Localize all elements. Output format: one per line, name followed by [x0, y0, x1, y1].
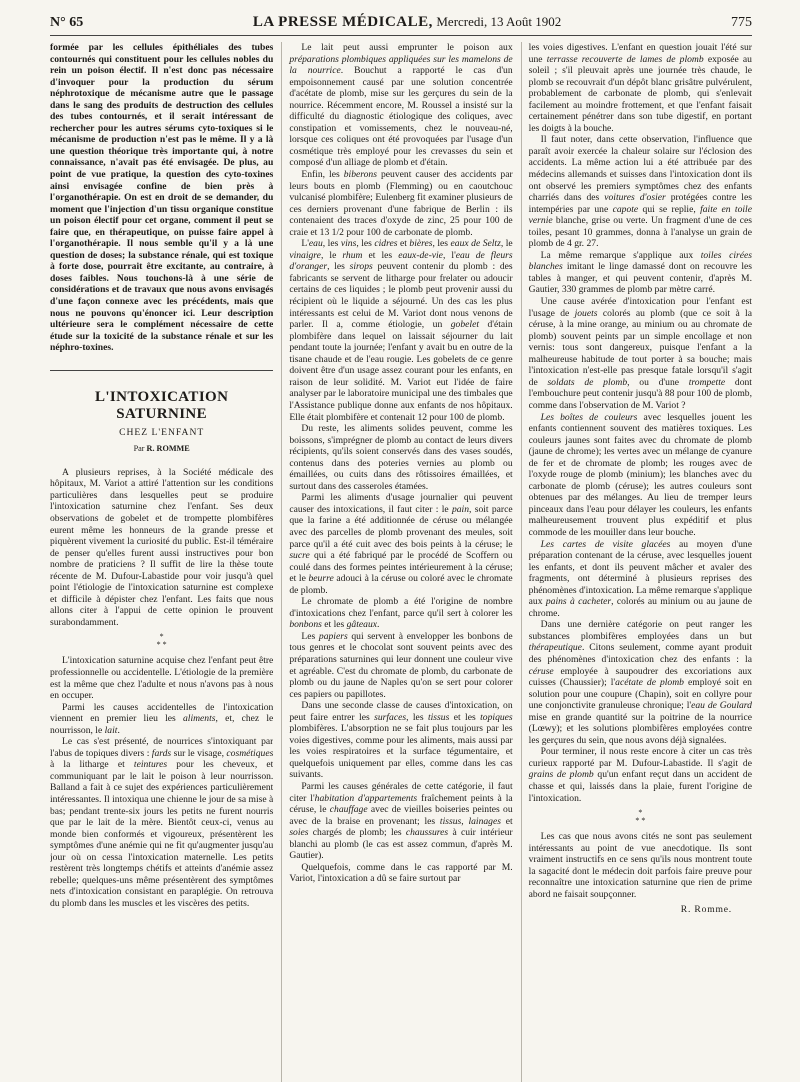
- text-run: mise en grande quantité sur la poitrine de la nourrice (Lœwy); et les solutions plombifères employées contre les gerçures du sein, que nous avons déjà signalées.: [528, 711, 752, 746]
- emphasis: teintures: [133, 759, 168, 771]
- emphasis: fards: [151, 747, 172, 759]
- text-run: plombifères. L'absorption ne se fait plus toujours par les voies digestives, comme pour les aliments, mais aussi par les voies respiratoires et la surface tégumentaire, et quelquefois uniquement par elles, comme dans les cas suivants.: [289, 723, 513, 781]
- signature: R. Romme.: [680, 904, 732, 916]
- emphasis: cidres: [374, 238, 398, 250]
- text-run: d'étain plombifère dans lequel on laissait séjourner du lait pendant toute la journée; l'enfant y avait bu en outre de la tisane chaude et de l'eau rougie. Les gobelets de ce genre doivent être d'un usage assez courant pour les enfants, en raison de leur solidité. M. Variot eut l'idée de faire analyser par le laboratoire municipal une des timbales que l'Assistance publique donne aux enfants de nos hôpitaux. Elle était plombifère et contenait 12 pour 100 de plomb.: [289, 319, 513, 423]
- emphasis: papiers: [318, 630, 348, 642]
- article-subtitle: CHEZ L'ENFANT: [119, 426, 205, 438]
- emphasis: Les cartes de visite glacées: [540, 538, 671, 550]
- paragraph: [529, 412, 752, 539]
- text-run: , les: [322, 238, 341, 250]
- text-run: sur le visage,: [171, 747, 227, 759]
- paragraph: [529, 42, 752, 134]
- emphasis: toiles cirées blanches: [528, 249, 752, 273]
- byline-prefix: Par: [133, 443, 145, 453]
- emphasis: soldats de plomb: [547, 376, 628, 388]
- emphasis: grains de plomb: [528, 769, 594, 781]
- paragraph: Quelquefois, comme dans le cas rapporté par M. Variot, l'intoxication a dû se faire surtout par: [289, 861, 513, 885]
- emphasis: pains à cacheter: [545, 596, 612, 608]
- emphasis: chaussures: [405, 827, 449, 839]
- emphasis: eau de Goulard: [691, 700, 752, 712]
- text-run: et les: [362, 249, 399, 261]
- emphasis: cosmétiques: [226, 747, 274, 759]
- emphasis: beurre: [308, 573, 334, 585]
- emphasis: céruse: [528, 665, 554, 677]
- text-run: qui se replie,: [638, 203, 701, 215]
- emphasis: rhum: [342, 249, 363, 261]
- paragraph: [289, 596, 512, 631]
- column-2: [281, 42, 512, 1082]
- text-run: .: [117, 724, 120, 736]
- paragraph: formée par les cellules épithéliales des tubes contournés qui constituent pour les cellules nobles du rein un poison électif. Il n'est donc pas nécessaire d'invoquer pour la production du sérum néphrotoxique de mécanisme autre que le passage dans le sang des produits de destruction des cellules des tubes contournés, et il serait intéressant de rechercher pour les autres sérums cyto-toxiques si le mécanisme de production n'est pas le même. Il y a là une question théorique très importante qui, à notre connaissance, n'avait pas été envisagée. De plus, au point de vue pratique, la question des cyto-toxines ainsi envisagée confine de bien près à l'organothérapie. On est en droit de se demander, du moment que l'injection d'un tissu organique constitue un poison électif pour cet organe, comment il peut se faire que, en thérapeutique, on puisse faire appel à l'organothérapie. Il nous semble qu'il y a là une question de doses; la substance rénale, qui est toxique à forte dose, pourrait être excitante, au contraire, à doses faibles. Nous touchons-là à une série de considérations et de travaux que nous avons envisagés d'une façon connexe avec les précédents, mais que nous ne pouvons qu'énoncer ici. Leur description ultérieure sera le complément nécessaire de cette étude sur la toxicité de la substance rénale et sur les néphro-toxines.: [50, 42, 274, 354]
- emphasis: thérapeutique: [528, 642, 582, 654]
- emphasis: terrasse recouverte de lames de plomb: [546, 53, 704, 65]
- text-run: , colorés au minium ou au jaune de chrome.: [528, 596, 752, 619]
- text-run: , les: [432, 238, 451, 250]
- emphasis: habitation d'appartements: [314, 792, 418, 804]
- paragraph: [50, 702, 273, 737]
- text-run: et les: [449, 711, 481, 723]
- paragraph: A plusieurs reprises, à la Société médicale des hôpitaux, M. Variot a attiré l'attention sur les conditions particulières dans lesquelles peut se produire l'intoxication saturnine chez l'enfant. Ses deux observations de gobelet et de trompette plombifères eurent même les honneurs de la grande presse et piquèrent vivement la curiosité du public. Est-il téméraire de penser qu'elles furent aussi instructives pour bon nombre de praticiens ? Il suffit de lire la thèse toute récente de M. Dufour-Labastide pour voir jusqu'à quel point l'étiologie de l'intoxication saturnine est complexe et difficile à dépister chez l'enfant. Les faits que nous allons citer à l'appui de cette opinion le prouvent surabondamment.: [50, 466, 274, 628]
- byline: [50, 444, 273, 453]
- text-run: qui servent à envelopper les bonbons de tous genres et le chocolat sont souvent peints avec des préparations saturnines qui leur donnent une couleur vive et agréable. C'est du chromate de plomb, du carbonate de plomb ou du jaune de Naples qu'on se sert pour colorer ces papiers ou papillotes.: [289, 630, 513, 700]
- emphasis: tissus: [439, 815, 462, 827]
- emphasis: topiques: [480, 711, 513, 723]
- text-run: Il faut noter, dans cette observation, l'influence que paraît avoir exercée la chaleur solaire sur l'éclosion des accidents. La même action lui a été attribuée par des médecins allemands et suisses dans l'intoxication dont ils ont observé les premiers symptômes chez des enfants charriés dans des: [528, 134, 752, 204]
- paragraph: [289, 781, 512, 862]
- issue-date: Mercredi, 13 Août 1902: [436, 14, 562, 29]
- text-run: Le lait peut aussi emprunter le poison aux: [301, 42, 513, 53]
- emphasis: sucre: [289, 550, 310, 562]
- paragraph: [289, 492, 512, 596]
- text-run: à la litharge et: [50, 759, 134, 771]
- emphasis: bières: [409, 238, 433, 250]
- article-title: L'INTOXICATION SATURNINE: [50, 370, 273, 423]
- text-run: chargés de plomb; les: [308, 827, 406, 839]
- text-run: .: [377, 619, 380, 631]
- text-run: Enfin, les: [301, 169, 344, 181]
- text-run: , le: [320, 249, 343, 261]
- text-run: dont l'embouchure peut contenir jusqu'à 88 pour 100 de plomb, comme dans l'observation de M. Variot ?: [528, 376, 752, 411]
- text-run: imitant le linge damassé dont on recouvre les tables à manger, et qui peuvent contenir, d'après M. Gautier, 330 grammes de plomb par mètre carré.: [528, 261, 752, 296]
- emphasis: Les boîtes de couleurs: [540, 411, 638, 423]
- paragraph: [289, 238, 512, 423]
- text-run: les voies digestives. L'enfant en question jouait l'été sur une: [528, 42, 752, 65]
- paragraph: [289, 700, 512, 781]
- text-run: qui a été fabriqué par le procédé de Scoffern ou coulé dans des formes peintes intérieurement à la céruse; et le: [289, 550, 513, 585]
- emphasis: capote: [612, 203, 639, 215]
- page-number: 775: [730, 15, 752, 30]
- emphasis: chauffage: [329, 804, 368, 816]
- paragraph: L'intoxication saturnine acquise chez l'enfant peut être professionnelle ou accidentelle. L'étiologie de la première est la même que chez l'adulte et nous n'avons pas à nous en occuper.: [50, 655, 274, 702]
- emphasis: gâteaux: [346, 619, 377, 631]
- section-separator: * * *: [635, 808, 646, 826]
- text-run: fraîchement peints à la céruse, le: [289, 792, 513, 816]
- paragraph: [529, 250, 752, 296]
- text-columns: [50, 42, 752, 1082]
- text-run: , les: [406, 711, 428, 723]
- text-run: et: [397, 238, 410, 250]
- text-run: peuvent causer des accidents par leurs bouts en plomb (Flemming) ou en caoutchouc vulcanisé plombifère; Eulenberg fit examiner plusieurs de ces derniers provenant d'une fabrique de Berlin : ils contenaient des traces d'oxyde de zinc, 25 pour 100 de craie et 13 1/2 pour 100 de carbonate de plomb.: [289, 169, 513, 238]
- emphasis: trompette: [688, 376, 726, 388]
- paragraph: [529, 746, 752, 804]
- emphasis: lait: [104, 724, 118, 736]
- text-run: colorés au plomb (que ce soit à la céruse, à la mine orange, au minium ou au chromate de plomb) souvent peints par un simple encollage et non vernis: tous sont dangereux, puisque l'enfant a la malheureuse habitude de tout porter à sa bouche; mais l'intoxication n'est-elle pas presque fatale lorsqu'il s'agit de: [528, 307, 752, 388]
- page-header: [50, 14, 752, 36]
- text-run: et les: [321, 619, 347, 631]
- emphasis: biberons: [343, 169, 377, 181]
- paragraph: [289, 631, 512, 700]
- emphasis: aliments: [182, 713, 216, 725]
- text-run: au moyen d'une préparation contenant de la céruse, avec lesquelles jouent les enfants, et dont ils peuvent mâcher et avaler des fragments, ont déterminé à plusieurs reprises des phénomènes d'intoxication. La même remarque s'applique aux: [528, 538, 752, 608]
- paragraph: Du reste, les aliments solides peuvent, comme les boissons, s'imprégner de plomb au contact de leurs divers récipients, qu'ils soient conservés dans des vases soudés, contenus dans des poteries vernies au plomb ou émaillées, ou cuits dans des rôtissoires émaillées, et surtout dans des casseroles étamées.: [289, 423, 513, 492]
- emphasis: faite en toile vernie: [528, 203, 752, 227]
- emphasis: tissus: [427, 711, 450, 723]
- author-name: R. ROMME: [146, 443, 190, 453]
- emphasis: lainages: [468, 815, 501, 827]
- text-run: Parmi les aliments d'usage journalier qui peuvent causer des intoxications, il faut citer : le: [289, 492, 513, 515]
- text-run: employée à saupoudrer des excoriations aux cuisses (Chaussier); l': [528, 665, 752, 689]
- text-run: qu'un enfant reçut dans un accident de chasse et qui, laissés dans la plaie, furent l'origine de l'intoxication.: [528, 769, 752, 804]
- emphasis: sirops: [349, 261, 373, 273]
- text-run: avec de vieilles boiseries peintes ou avec de la braise en provenant; les: [289, 804, 513, 827]
- column-3: [521, 42, 752, 1082]
- text-run: exposée au soleil ; s'il pleuvait après une journée très chaude, le plomb se recouvrait d'un dépôt blanc grisâtre pulvérulent, probablement de carbonate de plomb, qui s'enlevait facilement au moindre frottement, et que l'enfant faisait certainement pénétrer dans son tube digestif, en portant les doigts à la bouche.: [528, 53, 752, 134]
- text-run: Le cas s'est présenté, de nourrices s'intoxiquant par l'abus de topiques divers :: [50, 736, 274, 759]
- emphasis: bonbons: [289, 619, 322, 631]
- emphasis: eau: [308, 238, 323, 250]
- text-run: à cuir intérieur blanchi au plomb (le cas est assez commun, d'après M. Gautier).: [289, 827, 513, 862]
- text-run: Les: [301, 630, 319, 642]
- text-run: Pour terminer, il nous reste encore à citer un cas très curieux rapporté par M. Dufour-Labastide. Il s'agit de: [528, 746, 752, 769]
- text-run: , ou d'une: [627, 376, 689, 388]
- text-run: adouci à la céruse ou coloré avec le chromate de plomb.: [289, 573, 513, 596]
- text-run: et: [500, 815, 513, 827]
- paragraph: [50, 736, 273, 909]
- paragraph: [289, 169, 512, 238]
- text-run: , soit parce que la farine a été additionnée de céruse ou mélangée avec des parcelles de plomb provenant des meules, soit parce qu'il a été cuit avec des bois peints à la céruse; le: [289, 503, 513, 550]
- text-run: blanche, grise ou verte. Un fragment d'une de ces toiles, pesant 10 grammes, donna à l'analyse un grain de plomb de 4 gr. 27.: [528, 215, 752, 250]
- text-run: Parmi les causes générales de cette catégorie, il faut citer l': [289, 781, 513, 804]
- emphasis: eaux de Seltz: [450, 238, 501, 250]
- emphasis: préparations plombiques appliquées sur les mamelons de la nourrice: [289, 53, 513, 77]
- emphasis: gobelet: [450, 319, 479, 331]
- journal-title: LA PRESSE MÉDICALE,: [252, 14, 433, 30]
- issue-number: N° 65: [50, 15, 84, 30]
- emphasis: acétate de plomb: [615, 677, 684, 689]
- text-run: Parmi les causes accidentelles de l'intoxication viennent en premier lieu les: [50, 701, 274, 725]
- text-run: ,: [461, 815, 469, 827]
- text-run: , les: [327, 261, 350, 273]
- emphasis: pain: [451, 503, 469, 515]
- text-run: employé soit en solution pour une coupure (Chapin), soit en collyre pour une conjonctivite granuleuse chronique; l': [528, 677, 752, 712]
- text-run: pour les cheveux, et communiquant par le lait le poison à leur nourrisson. Balland a fait à ce sujet des expériences particulièrement intéressantes. Il intoxiqua une chienne le jour de sa mise à bas; pendant trente-six jours les petits ne furent nourris que par le lait de la mère. Bientôt ceux-ci, venus au monde bien conformés et vigoureux, présentèrent les symptômes d'une anémie qui ne fit qu'augmenter jusqu'au jour où on cessa l'intoxication maternelle. Les petits restèrent très longtemps chétifs et atteints d'anémie assez rebelle; quelques-uns même présentèrent des symptômes nets d'intoxication consistant en paraplégie. On retrouva du plomb dans les muscles et les viscères des petits.: [50, 759, 274, 909]
- paragraph: [529, 619, 752, 746]
- paragraph: Les cas que nous avons cités ne sont pas seulement intéressants au point de vue anecdotique. Ils sont vraiment instructifs en ce sens qu'ils nous montrent toute la sagacité dont le médecin doit parfois faire preuve pour reconnaître une intoxication saturnine que rien de prime abord ne faisait soupçonner.: [528, 831, 752, 900]
- emphasis: eaux-de-vie: [398, 249, 443, 261]
- paragraph: [529, 296, 752, 411]
- paragraph: [289, 42, 512, 169]
- text-run: La même remarque s'applique aux: [540, 249, 701, 261]
- text-run: L': [301, 238, 309, 250]
- emphasis: surfaces: [374, 711, 407, 723]
- text-run: Dans une seconde classe de causes d'intoxication, on peut faire entrer les: [289, 700, 513, 723]
- emphasis: soies: [289, 827, 309, 839]
- emphasis: jouets: [574, 307, 598, 319]
- text-run: protégées contre les intempéries par une: [528, 192, 752, 215]
- text-run: . Bouchut a rapporté le cas d'un empoisonnement causé par une solution concentrée d'acétate de plomb, mise sur les gerçures du sein de la nourrice. Récemment encore, M. Roussel a insisté sur la difficulté du diagnostic étiologique des coliques, avec constipation et vomissements, chez le nouveau-né, lorsque ces coliques ont été provoquées par l'usage d'un cosmétique très employé pour les crevasses du sein et composé d'un alliage de plomb et d'étain.: [289, 65, 513, 169]
- text-run: Dans une dernière catégorie on peut ranger les substances plombifères employées dans un but: [528, 619, 752, 642]
- text-run: , les: [356, 238, 375, 250]
- text-run: Une cause avérée d'intoxication pour l'enfant est l'usage de: [528, 296, 752, 319]
- text-run: , le: [500, 238, 513, 250]
- paragraph: [529, 539, 752, 620]
- text-run: , et, chez le nourrisson, le: [50, 713, 274, 736]
- text-run: . Citons seulement, comme ayant produit des phénomènes d'intoxication chez des enfants : la: [528, 642, 752, 665]
- section-separator: * * *: [156, 632, 167, 650]
- emphasis: vins: [340, 238, 357, 250]
- masthead: [253, 14, 561, 31]
- text-run: , l': [442, 249, 456, 261]
- paragraph: [529, 134, 752, 249]
- text-run: peuvent contenir du plomb : des fabricants se servent de litharge pour frelater ou adoucir certains de ces liquides ; le plomb peut provenir aussi du récipient où le liquide a séjourné. Un des cas les plus intéressants est celui de M. Variot dont nous venons de parler. Il a, comme étiologie, un: [289, 261, 513, 331]
- text-run: Le chromate de plomb a été l'origine de nombre d'intoxications chez l'enfant, parce qu'il sert à colorer les: [289, 596, 513, 619]
- text-run: avec lesquelles jouent les enfants contiennent souvent des matières toxiques. Les couleurs jaunes sont faites avec du chromate de plomb (jaune de chrome); les vertes avec un mélange de cyanure de fer et de chromate de plomb; les rouges avec de l'oxyde rouge de plomb (minium); les blanches avec du carbonate de plomb (céruse); les autres couleurs sont obtenues par des mélanges. Au lieu de tremper leurs pinceaux dans l'eau pour délayer les couleurs, les enfants malheureusement trouvent plus expéditif et plus commode de les mouiller dans leur bouche.: [528, 411, 752, 538]
- emphasis: vinaigre: [289, 249, 321, 261]
- emphasis: voitures d'osier: [604, 192, 666, 204]
- column-1: [50, 42, 273, 1082]
- emphasis: eau de fleurs d'oranger: [289, 249, 513, 273]
